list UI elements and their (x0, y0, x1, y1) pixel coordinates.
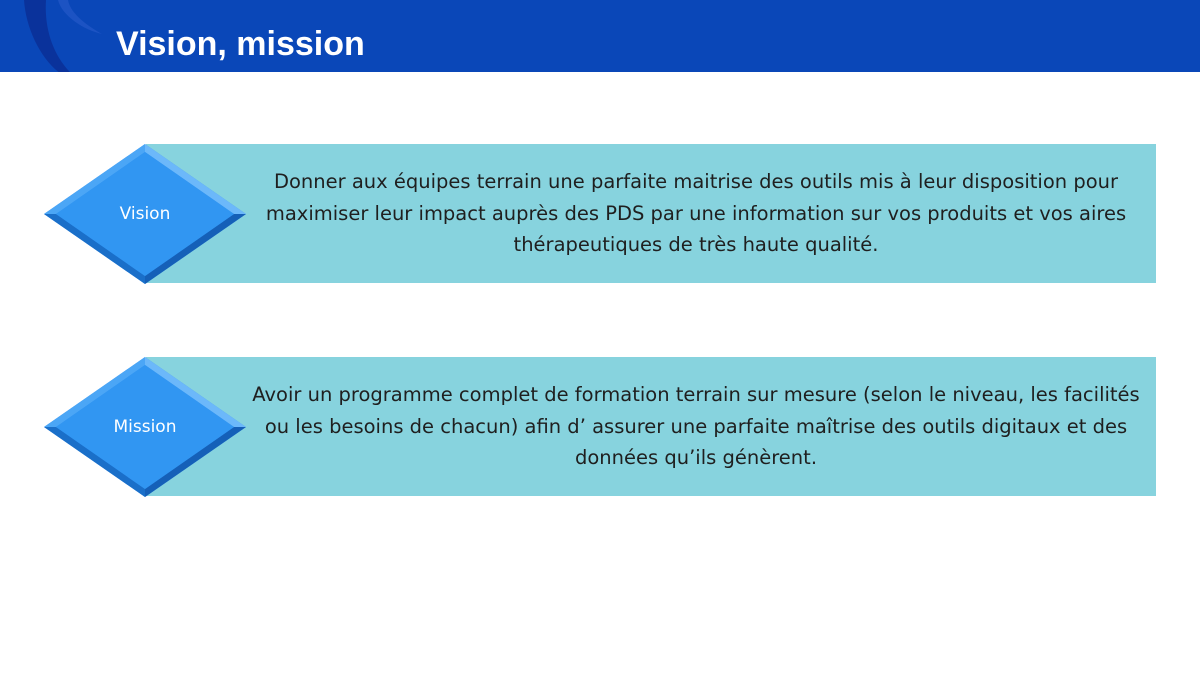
vision-text: Donner aux équipes terrain une parfaite maitrise des outils mis à leur disposition pour maximiser leur impact auprès des PDS par une information sur vos produits et vos aires thérapeutiques de très haute qualité. (265, 170, 1127, 257)
vision-text-box (146, 144, 1156, 283)
vision-label: Vision (119, 204, 171, 224)
slide-title: Vision, mission (116, 25, 365, 63)
header-bar (0, 0, 1200, 72)
mission-text: Avoir un programme complet de formation terrain sur mesure (selon le niveau, les facilités ou les besoins de chacun) afin d’ assurer une parfaite maîtrise des outils digitaux et des données qu’ils génèrent. (252, 383, 1140, 470)
mission-label: Mission (113, 417, 177, 437)
vision-diamond-shape (44, 144, 246, 284)
mission-diamond-shape (44, 357, 246, 497)
mission-text-box (146, 357, 1156, 496)
